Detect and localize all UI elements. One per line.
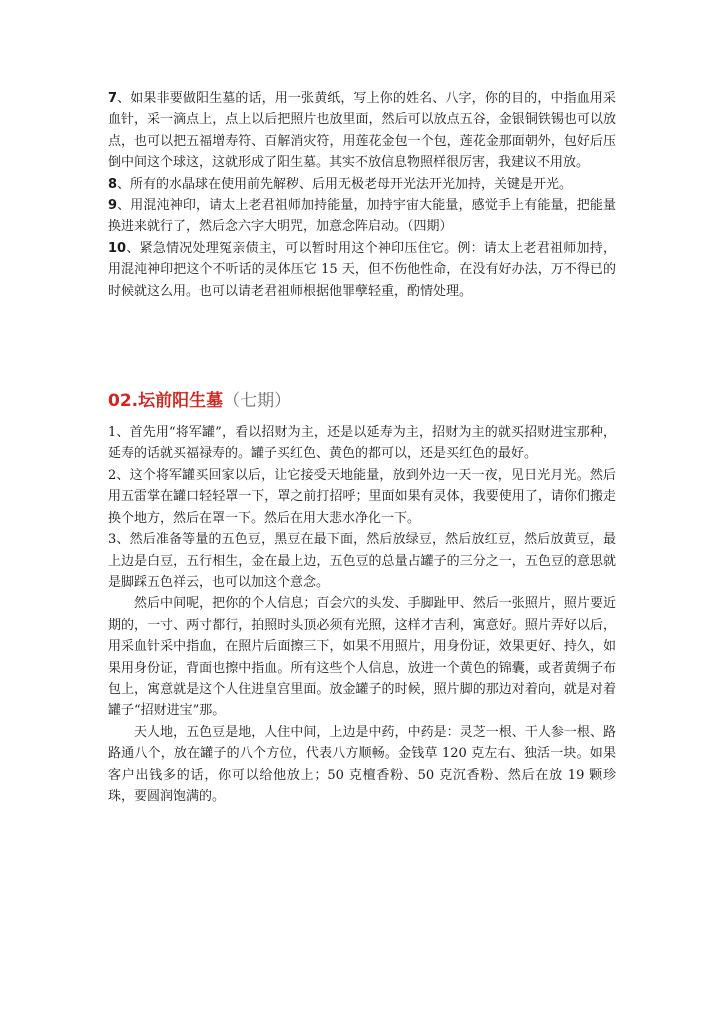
list-item bbox=[108, 174, 616, 195]
list-item bbox=[108, 195, 616, 238]
item-text: 、所有的水晶球在使用前先解秽、后用无极老母开光法开光加持，关键是开光。 bbox=[117, 176, 573, 192]
list-item bbox=[108, 88, 616, 174]
document-page bbox=[108, 88, 616, 807]
item-text: 、紧急情况处理冤亲债主，可以暂时用这个神印压住它。例：请太上老君祖师加持，用混沌神印把这个不听话的灵体压它 15 天，但不伤他性命，在没有好办法，万不得已的时候就这么用。也可以请老君祖师根据他罪孽轻重，酌情处理。 bbox=[108, 240, 616, 299]
section-paragraph: 然后中间呢，把你的个人信息；百会穴的头发、手脚趾甲、然后一张照片，照片要近期的，一寸、两寸都行，拍照时头顶必须有光照，这样才吉利，寓意好。照片弄好以后，用采血针采中指血，在照片后面擦三下，如果不用照片，用身份证，效果更好、持久，如果用身份证，背面也擦中指血。所有这些个人信息，放进一个黄色的锦囊，或者黄绸子布包上，寓意就是这个人住进皇宫里面。放金罐子的时候，照片脚的那边对着向，就是对着罐子“招财进宝”那。 bbox=[108, 596, 616, 719]
section-paragraph: 3、然后准备等量的五色豆，黑豆在最下面，然后放绿豆，然后放红豆，然后放黄豆，最上边是白豆，五行相生，金在最上边，五色豆的总量占罐子的三分之一，五色豆的意思就是脚踩五色祥云，也可以加这个意念。 bbox=[108, 532, 616, 590]
section-title: 02.坛前阳生墓 bbox=[108, 391, 224, 412]
list-item bbox=[108, 238, 616, 302]
item-number: 9 bbox=[108, 198, 118, 214]
section-heading bbox=[108, 388, 616, 414]
section-paragraph: 2、这个将军罐买回家以后，让它接受天地能量，放到外边一天一夜，见日光月光。然后用五雷掌在罐口轻轻罩一下，罩之前打招呼；里面如果有灵体，我要使用了，请你们搬走换个地方，然后在罩一下。然后在用大悲水净化一下。 bbox=[108, 467, 616, 526]
section-subtitle: （七期） bbox=[223, 391, 292, 412]
section-paragraph: 1、首先用“将军罐”，看以招财为主，还是以延寿为主，招财为主的就买招财进宝那种，延寿的话就买福禄寿的。罐子买红色、黄色的都可以，还是买红色的最好。 bbox=[108, 425, 616, 462]
item-number: 7 bbox=[108, 91, 118, 106]
section-altar bbox=[108, 388, 616, 807]
item-number: 10 bbox=[108, 240, 127, 256]
numbered-list-continued bbox=[108, 88, 616, 302]
item-text: 、如果非要做阳生墓的话，用一张黄纸，写上你的姓名、八字，你的目的，中指血用采血针，采一滴点上，点上以后把照片也放里面，然后可以放点五谷，金银铜铁锡也可以放点，也可以把五福增寿符、百解消灾符，用莲花金包一个包，莲花金那面朝外，包好后压倒中间这个球这，这就形成了阳生墓。其实不放信息物照样很厉害，我建议不用放。 bbox=[108, 91, 616, 171]
item-number: 8 bbox=[108, 176, 118, 192]
section-paragraph: 天人地，五色豆是地，人住中间，上边是中药，中药是：灵芝一根、干人参一根、路路通八个，放在罐子的八个方位，代表八方顺畅。金钱草 120 克左右、独活一块。如果客户出钱多的话，你可以给他放上；50 克檀香粉、50 克沉香粉、然后在放 19 颗珍珠，要圆润饱满的。 bbox=[108, 724, 616, 804]
item-text: 、用混沌神印，请太上老君祖师加持能量，加持宇宙大能量，感觉手上有能量，把能量换进来就行了，然后念六字大明咒，加意念阵启动。（四期） bbox=[108, 198, 616, 235]
